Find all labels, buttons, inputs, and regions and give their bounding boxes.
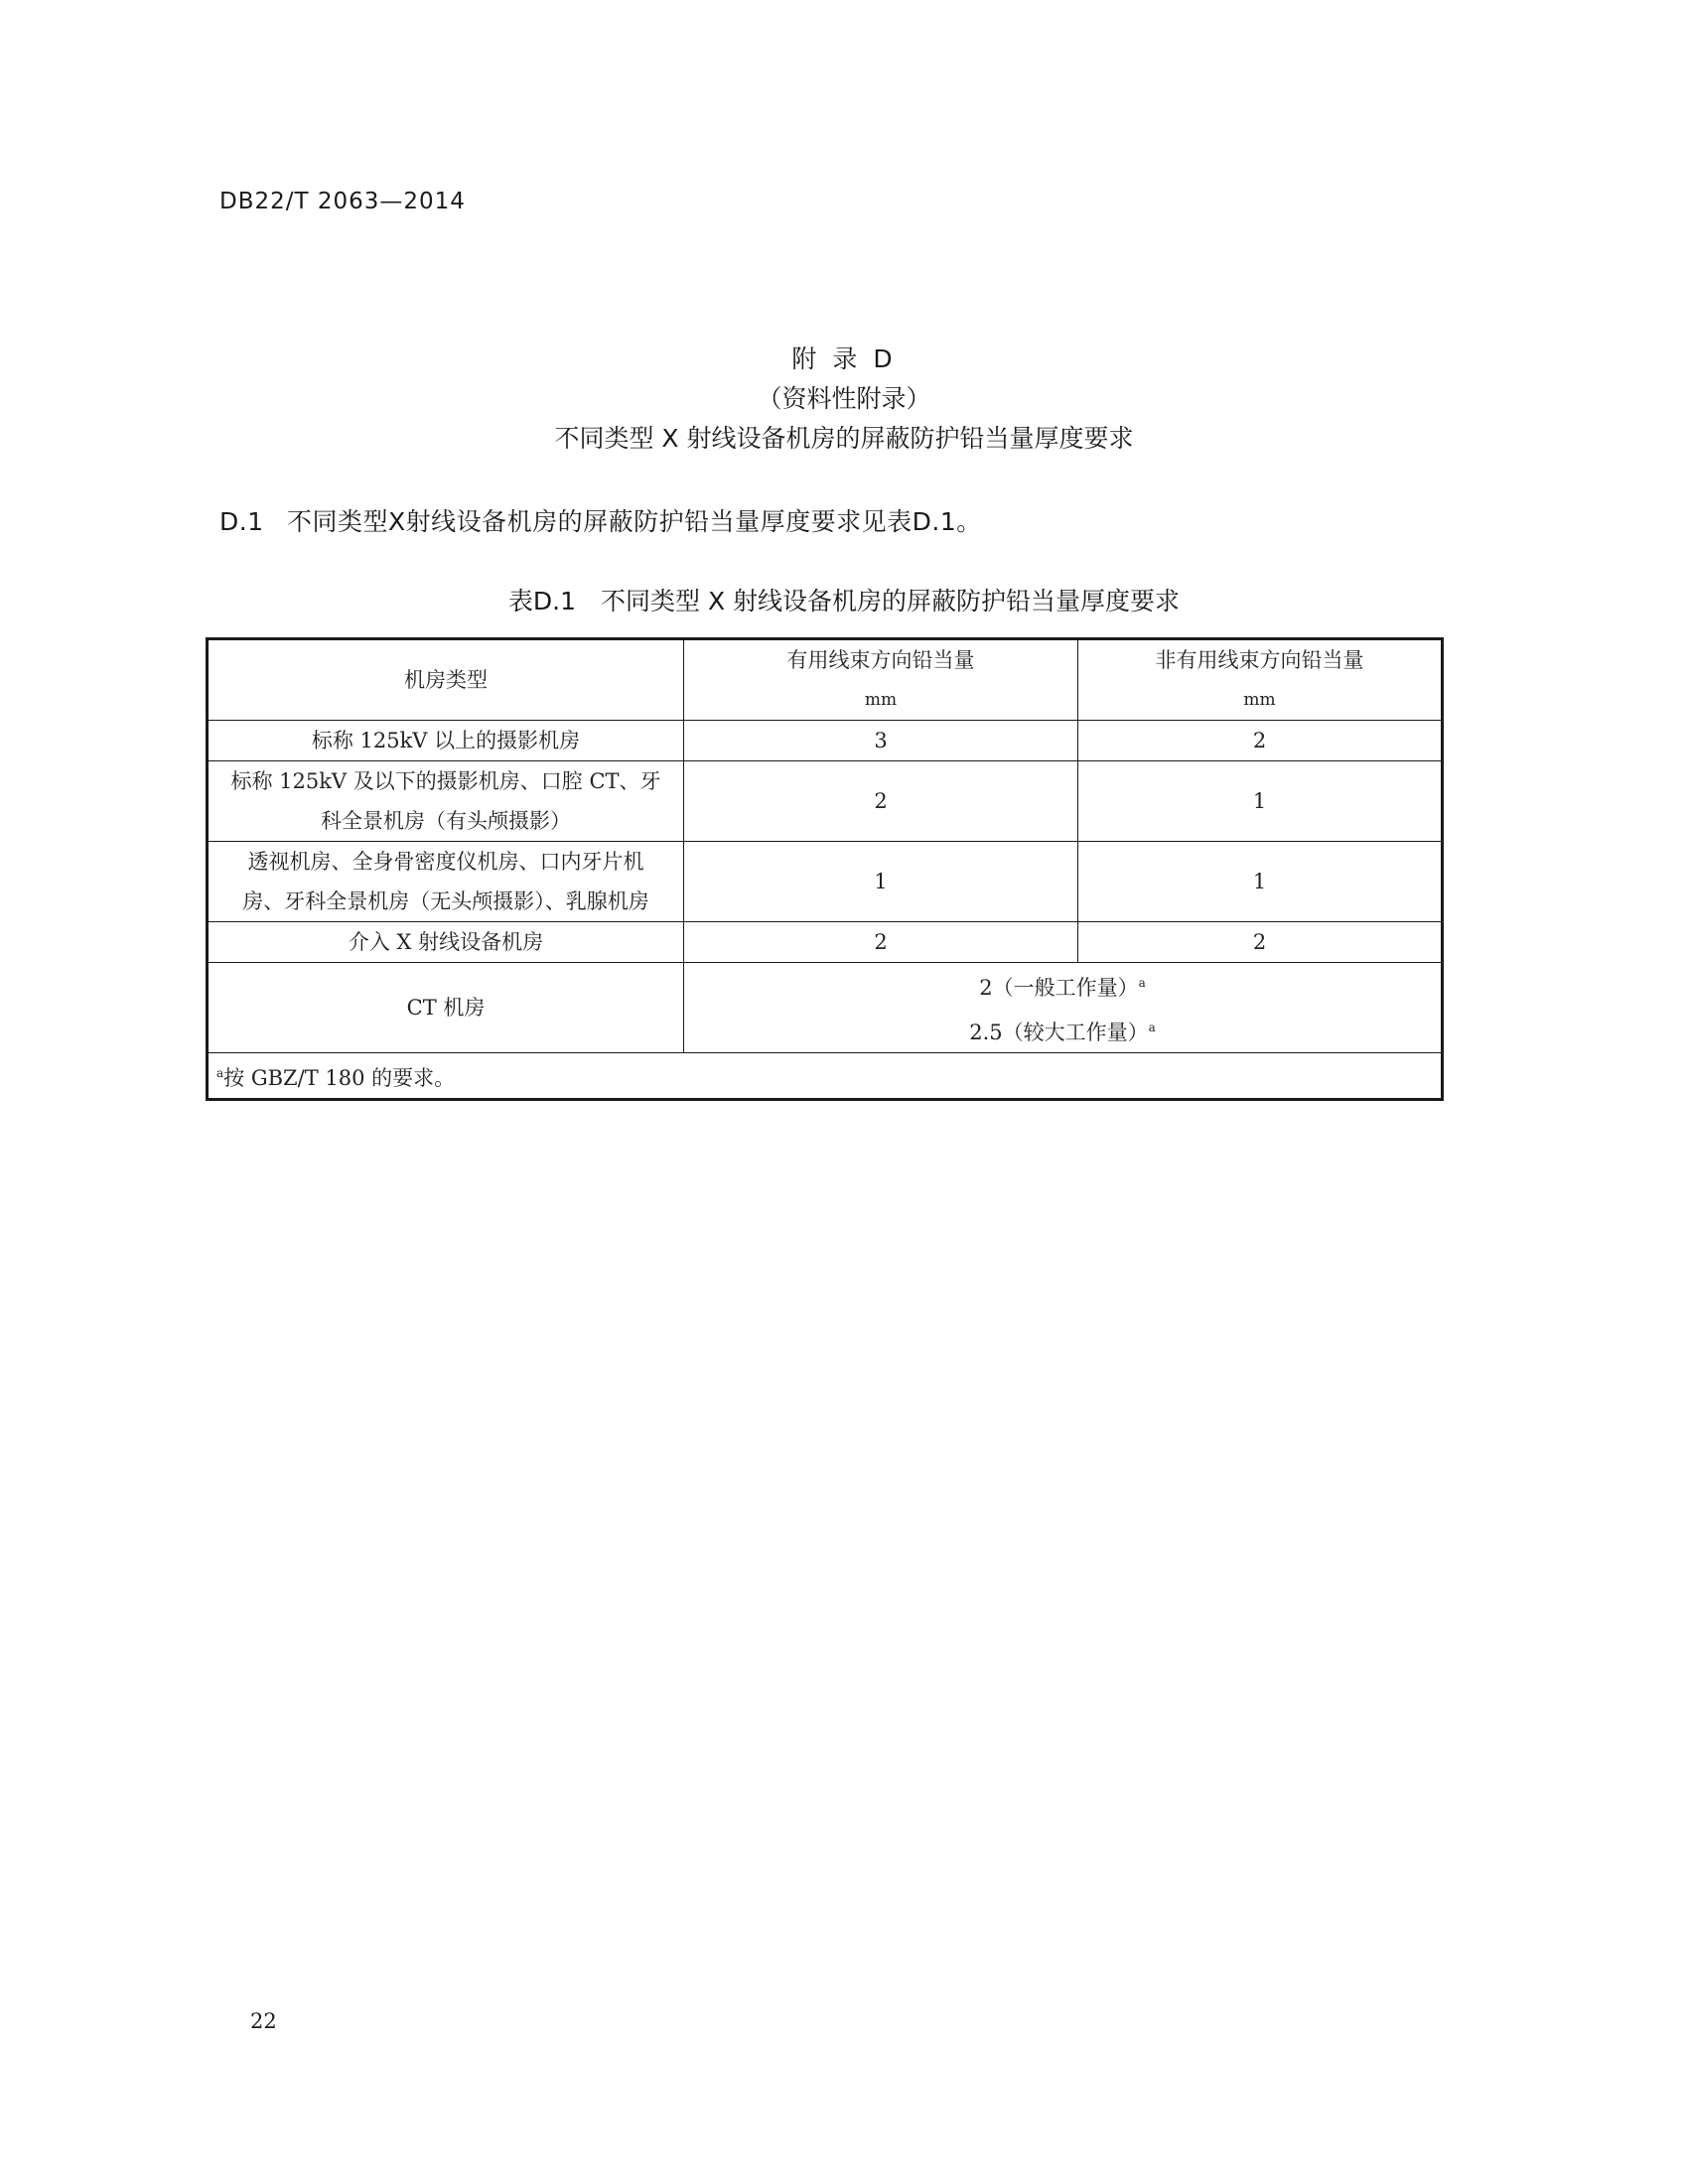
room-type-line: 房、牙科全景机房（无头颅摄影）、乳腺机房 (242, 889, 649, 913)
footnote-mark: a (216, 1066, 224, 1080)
header-useful-label: 有用线束方向铅当量 (786, 648, 975, 672)
lead-equivalent-table (206, 637, 1444, 1101)
table-caption: 表D.1 不同类型 X 射线设备机房的屏蔽防护铅当量厚度要求 (507, 587, 1181, 615)
footnote-text: 按 GBZ/T 180 的要求。 (223, 1066, 456, 1090)
ct-value-cell (684, 963, 1443, 1053)
clause-d1 (219, 502, 982, 538)
room-type-cell (208, 842, 684, 922)
header-nonuseful-label: 非有用线束方向铅当量 (1155, 648, 1364, 672)
nonuseful-value-cell: 2 (1078, 922, 1443, 963)
room-type-line: 透视机房、全身骨密度仪机房、口内牙片机 (247, 850, 644, 874)
useful-value-cell: 1 (684, 842, 1078, 922)
header-useful-unit: mm (864, 690, 898, 710)
header-room-type: 机房类型 (208, 639, 684, 721)
room-type-line: 标称 125kV 及以下的摄影机房、口腔 CT、牙 (230, 769, 661, 793)
table-row-ct (208, 963, 1443, 1053)
table-row (208, 922, 1443, 963)
table-row (208, 721, 1443, 761)
document-code: DB22/T 2063—2014 (219, 189, 466, 214)
header-useful-beam (684, 639, 1078, 721)
table-footnote-row (208, 1053, 1443, 1100)
table-row (208, 761, 1443, 842)
ct-value-general-text: 2（一般工作量） (979, 976, 1139, 1000)
table-row (208, 842, 1443, 922)
clause-text: 不同类型X射线设备机房的屏蔽防护铅当量厚度要求见表D.1。 (287, 507, 982, 536)
ct-value-large (692, 1008, 1433, 1052)
useful-value-cell: 2 (684, 922, 1078, 963)
useful-value-cell: 3 (684, 721, 1078, 761)
nonuseful-value-cell: 2 (1078, 721, 1443, 761)
room-type-cell (208, 761, 684, 842)
footnote-mark: a (1138, 976, 1146, 990)
header-nonuseful-unit: mm (1243, 690, 1276, 710)
appendix-title: 附 录 D (791, 344, 897, 373)
useful-value-cell: 2 (684, 761, 1078, 842)
table-footnote (208, 1053, 1443, 1100)
room-type-cell: CT 机房 (208, 963, 684, 1053)
ct-value-general (692, 963, 1433, 1008)
appendix-name: 不同类型 X 射线设备机房的屏蔽防护铅当量厚度要求 (554, 424, 1134, 453)
room-type-cell: 介入 X 射线设备机房 (208, 922, 684, 963)
table-header-row (208, 639, 1443, 721)
nonuseful-value-cell: 1 (1078, 761, 1443, 842)
nonuseful-value-cell: 1 (1078, 842, 1443, 922)
appendix-type: （资料性附录） (757, 384, 931, 413)
appendix-heading (0, 340, 1688, 459)
room-type-line: 科全景机房（有头颅摄影） (321, 809, 571, 833)
page-number: 22 (250, 2009, 277, 2033)
header-nonuseful-beam (1078, 639, 1443, 721)
ct-value-large-text: 2.5（较大工作量） (969, 1021, 1149, 1044)
room-type-cell: 标称 125kV 以上的摄影机房 (208, 721, 684, 761)
clause-number: D.1 (219, 507, 264, 536)
footnote-mark: a (1148, 1021, 1156, 1034)
